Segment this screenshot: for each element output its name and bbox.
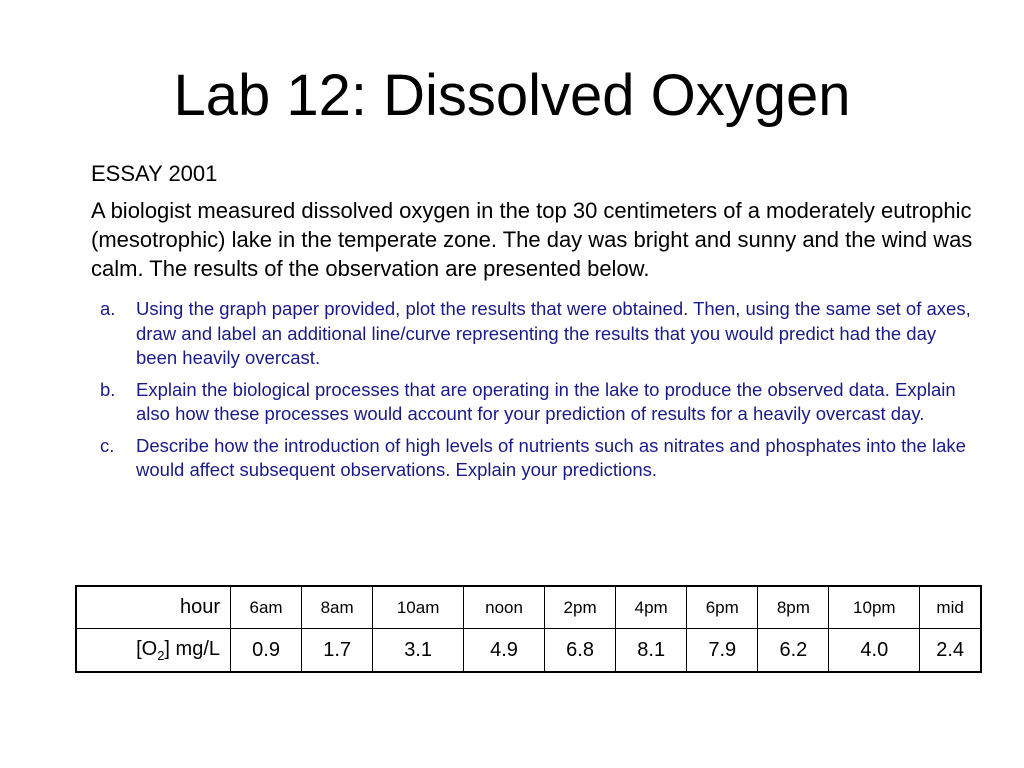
question-marker: a. <box>100 298 116 319</box>
oxygen-label-subscript: 2 <box>157 647 165 663</box>
oxygen-value-cell: 4.9 <box>464 629 545 673</box>
hour-row-label: hour <box>76 586 231 629</box>
hour-cell: 6am <box>231 586 302 629</box>
question-item <box>100 434 980 483</box>
hour-cell: 10am <box>373 586 464 629</box>
hour-cell: mid <box>920 586 981 629</box>
intro-paragraph: A biologist measured dissolved oxygen in the top 30 centimeters of a moderately eutrophic (mesotrophic) lake in the temperate zone. The day was bright and sunny and the wind was calm. The results of the observation are presented below. <box>91 198 973 281</box>
question-text: Explain the biological processes that are operating in the lake to produce the observed data. Explain also how these processes would account for your prediction of results for a heavily overcast day. <box>136 378 956 424</box>
question-item <box>100 297 980 371</box>
oxygen-label-prefix: [O <box>136 637 158 660</box>
essay-heading: ESSAY 2001 <box>91 161 218 186</box>
oxygen-value-cell: 0.9 <box>231 629 302 673</box>
question-text: Describe how the introduction of high levels of nutrients such as nitrates and phosphates into the lake would affect subsequent observations. Explain your predictions. <box>136 434 966 480</box>
oxygen-row <box>76 629 981 673</box>
question-text: Using the graph paper provided, plot the results that were obtained. Then, using the same set of axes, draw and label an additional line/curve representing the results that you would predict had the day been heavily overcast. <box>136 298 971 368</box>
hour-cell: 8am <box>302 586 373 629</box>
hour-cell: 6pm <box>687 586 758 629</box>
oxygen-value-cell: 7.9 <box>687 629 758 673</box>
oxygen-value-cell: 6.2 <box>758 629 829 673</box>
oxygen-data-table <box>75 585 982 673</box>
hour-cell: 8pm <box>758 586 829 629</box>
oxygen-value-cell: 1.7 <box>302 629 373 673</box>
question-marker: b. <box>100 378 116 400</box>
oxygen-value-cell: 2.4 <box>920 629 981 673</box>
oxygen-label-suffix: ] mg/L <box>164 637 220 660</box>
oxygen-value-cell: 3.1 <box>373 629 464 673</box>
oxygen-value-cell: 8.1 <box>616 629 687 673</box>
question-list <box>100 297 980 490</box>
oxygen-value-cell: 4.0 <box>829 629 920 673</box>
hour-cell: 10pm <box>829 586 920 629</box>
hour-cell: noon <box>464 586 545 629</box>
hour-row <box>76 586 981 629</box>
hour-cell: 2pm <box>545 586 616 629</box>
question-marker: c. <box>100 434 115 456</box>
hour-cell: 4pm <box>616 586 687 629</box>
question-item <box>100 378 980 427</box>
oxygen-row-label <box>76 629 231 673</box>
oxygen-value-cell: 6.8 <box>545 629 616 673</box>
slide-title: Lab 12: Dissolved Oxygen <box>173 63 851 128</box>
